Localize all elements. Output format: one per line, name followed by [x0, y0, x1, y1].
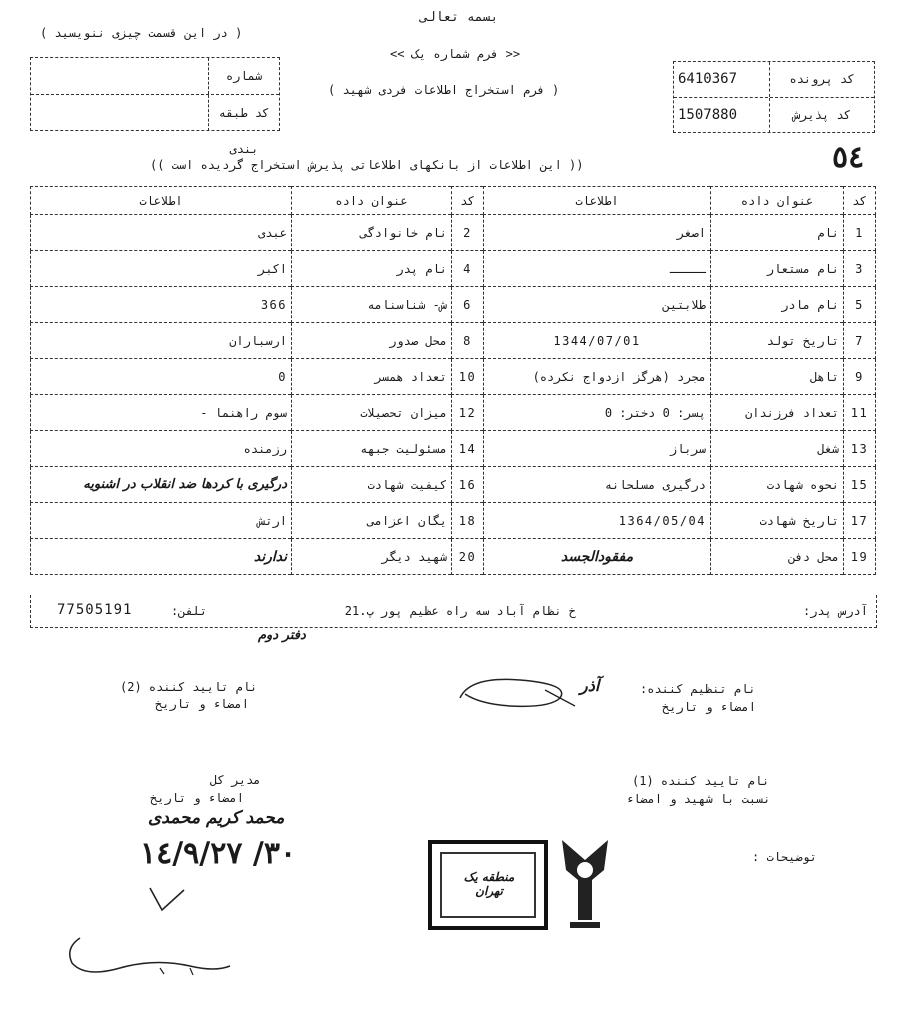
manager-name: محمد کریم محمدی [148, 808, 285, 828]
row-code: 20 [452, 539, 484, 575]
row-field: تاهل [711, 359, 844, 395]
header-field-1: عنوان داده [711, 187, 844, 215]
row-code: 15 [844, 467, 876, 503]
row-field: محل صدور [292, 323, 452, 359]
row-value-handwritten: مفقودالجسد [484, 539, 711, 575]
phone-label: تلفن: [171, 604, 208, 618]
admission-code-row [674, 97, 874, 133]
row-value: اکبر [31, 251, 292, 287]
table-row [31, 431, 876, 467]
stamp-text: منطقه یک تهران [463, 870, 515, 898]
table-row [31, 359, 876, 395]
row-field: نام پدر [292, 251, 452, 287]
organizer-title: نام تنظیم کننده: [640, 682, 756, 696]
file-code-label: کد پرونده [769, 62, 874, 97]
row-value: سرباز [484, 431, 711, 467]
row-value: ـــــ [484, 251, 711, 287]
row-value: 0 [31, 359, 292, 395]
number-row [31, 58, 279, 94]
classification-label: کد طبقه بندی [208, 95, 279, 131]
row-code: 14 [452, 431, 484, 467]
row-code: 2 [452, 215, 484, 251]
row-field: شهید دیگر [292, 539, 452, 575]
manager-sub: امضاء و تاریخ [150, 791, 244, 805]
handwritten-note: دفتر دوم [258, 628, 306, 643]
address-value: خ نظام آباد سه راه عظیم پور پ.21 [344, 604, 576, 618]
row-field: نام مستعار [711, 251, 844, 287]
row-code: 3 [844, 251, 876, 287]
table-intro: (( این اطلاعات از بانکهای اطلاعاتی پذیرش استخراج گردیده است )) [150, 158, 584, 172]
row-value: اصغر [484, 215, 711, 251]
row-value: ارتش [31, 503, 292, 539]
verifier2-sub: امضاء و تاریخ [155, 697, 249, 711]
header-field-2: عنوان داده [292, 187, 452, 215]
row-code: 1 [844, 215, 876, 251]
row-code: 12 [452, 395, 484, 431]
row-value: ارسباران [31, 323, 292, 359]
organizer-name: آذر [580, 676, 600, 695]
official-stamp [428, 840, 548, 930]
page-mark: ٥٤ [832, 140, 865, 175]
row-code: 13 [844, 431, 876, 467]
row-field: تاریخ تولد [711, 323, 844, 359]
row-code: 5 [844, 287, 876, 323]
file-codes-box [673, 61, 875, 133]
table-row [31, 395, 876, 431]
header-code-1: کد [844, 187, 876, 215]
manager-initial-icon [140, 880, 190, 920]
row-value-handwritten: درگیری با کردها ضد انقلاب در اشنویه [31, 467, 292, 503]
row-field: نام مادر [711, 287, 844, 323]
row-value: طلابتین [484, 287, 711, 323]
row-value: رزمنده [31, 431, 292, 467]
row-code: 19 [844, 539, 876, 575]
organizer-sub: امضاء و تاریخ [662, 700, 756, 714]
do-not-write-note: ( در این قسمت چیزی ننویسید ) [40, 26, 243, 40]
classification-row [31, 94, 279, 156]
address-label: آدرس پدر: [802, 604, 868, 618]
row-field: ش- شناسنامه [292, 287, 452, 323]
father-address-row [30, 595, 877, 628]
number-label: شماره [208, 58, 279, 94]
row-value-handwritten: ندارند [31, 539, 292, 575]
row-value: عبدی [31, 215, 292, 251]
table-header-row [31, 187, 876, 215]
row-field: نحوه شهادت [711, 467, 844, 503]
row-field: نام خانوادگی [292, 215, 452, 251]
file-code-row [674, 62, 874, 97]
header-info-1: اطلاعات [484, 187, 711, 215]
row-field: میزان تحصیلات [292, 395, 452, 431]
row-field: تعداد همسر [292, 359, 452, 395]
row-field: محل دفن [711, 539, 844, 575]
emblem-icon [552, 830, 618, 934]
row-field: یگان اعزامی [292, 503, 452, 539]
row-value: مجرد (هرگز ازدواج نکرده) [484, 359, 711, 395]
basmala: بسمه تعالی [420, 10, 499, 25]
row-value: سوم راهنما - [31, 395, 292, 431]
row-code: 4 [452, 251, 484, 287]
table-row [31, 251, 876, 287]
martyr-info-table [30, 186, 876, 575]
form-subtitle: ( فرم استخراج اطلاعات فردی شهید ) [328, 83, 560, 97]
number-classification-box [30, 57, 280, 156]
row-code: 6 [452, 287, 484, 323]
row-field: مسئولیت جبهه [292, 431, 452, 467]
row-field: شغل [711, 431, 844, 467]
row-value: 366 [31, 287, 292, 323]
file-code-value: 6410367 [678, 71, 738, 87]
row-field: نام [711, 215, 844, 251]
form-title: << فرم شماره یک >> [390, 47, 521, 61]
row-field: تعداد فرزندان [711, 395, 844, 431]
table-row [31, 467, 876, 503]
table-row [31, 323, 876, 359]
manager-date: ٣٠/ ١٤/٩/٢٧ [140, 836, 297, 871]
row-value: درگیری مسلحانه [484, 467, 711, 503]
header-info-2: اطلاعات [31, 187, 292, 215]
row-code: 17 [844, 503, 876, 539]
row-value: 1364/05/04 [484, 503, 711, 539]
row-code: 16 [452, 467, 484, 503]
manager-title: مدیر کل [210, 773, 261, 787]
row-value: 1344/07/01 [484, 323, 711, 359]
phone-value: 77505191 [57, 602, 133, 618]
row-field: کیفیت شهادت [292, 467, 452, 503]
row-code: 9 [844, 359, 876, 395]
row-code: 18 [452, 503, 484, 539]
verifier1-sub: نسبت با شهید و امضاء [626, 792, 771, 806]
row-code: 8 [452, 323, 484, 359]
table-row [31, 539, 876, 575]
table-row [31, 503, 876, 539]
verifier2-title: نام تایید کننده (2) [120, 680, 258, 694]
organizer-signature-icon [450, 668, 580, 718]
row-code: 11 [844, 395, 876, 431]
row-field: تاریخ شهادت [711, 503, 844, 539]
manager-signature-icon [60, 928, 240, 983]
header-code-2: کد [452, 187, 484, 215]
row-value: پسر: 0 دختر: 0 [484, 395, 711, 431]
row-code: 7 [844, 323, 876, 359]
table-row [31, 287, 876, 323]
row-code: 10 [452, 359, 484, 395]
verifier1-title: نام تایید کننده (1) [632, 774, 770, 788]
admission-code-label: کد پذیرش [769, 98, 874, 133]
table-row [31, 215, 876, 251]
notes-label: توضیحات : [752, 850, 818, 864]
admission-code-value: 1507880 [678, 107, 738, 123]
